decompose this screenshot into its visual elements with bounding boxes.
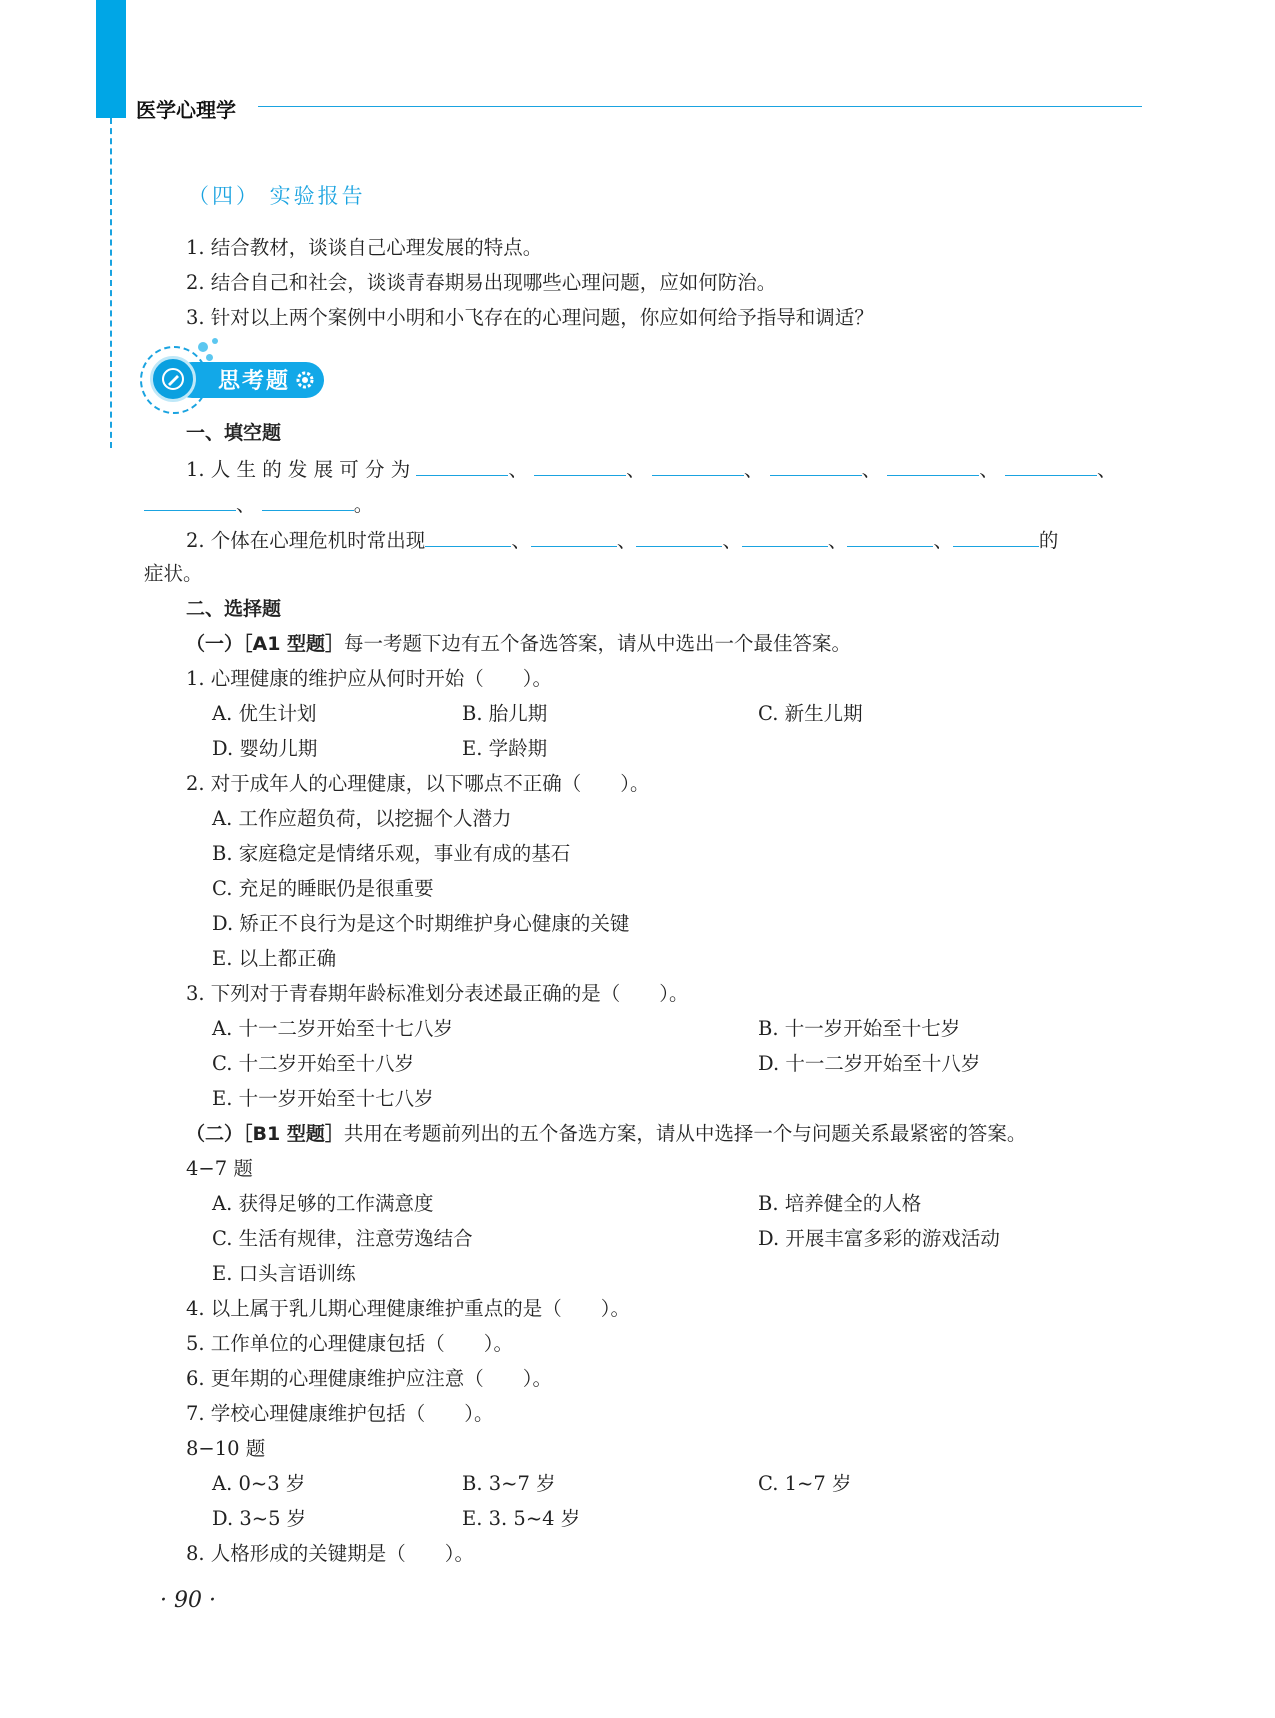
q1-option-e[interactable]: E. 学龄期: [462, 737, 548, 760]
separator: 、: [1097, 458, 1117, 481]
q1-option-a[interactable]: A. 优生计划: [212, 702, 317, 725]
g2-option-a[interactable]: A. 0~3 岁: [212, 1472, 306, 1495]
section-heading-experiment-report: （四） 实验报告: [188, 184, 366, 208]
fill-q2-suffix: 的: [1038, 529, 1059, 552]
question-5: 5. 工作单位的心理健康包括（ ）。: [186, 1332, 514, 1355]
q1-option-d[interactable]: D. 婴幼儿期: [212, 737, 318, 760]
choice-heading: 二、选择题: [186, 598, 282, 620]
answer-blank[interactable]: [742, 526, 828, 547]
answer-blank[interactable]: [425, 526, 511, 547]
thinking-questions-badge: [140, 338, 340, 418]
separator: 、: [722, 529, 742, 552]
fill-q1-text: 1. 人 生 的 发 展 可 分 为: [186, 458, 411, 481]
answer-blank[interactable]: [531, 526, 617, 547]
fill-question-1-cont: [144, 490, 373, 518]
g1-option-b[interactable]: B. 培养健全的人格: [758, 1192, 922, 1215]
question-7: 7. 学校心理健康维护包括（ ）。: [186, 1402, 494, 1425]
separator: 、: [236, 493, 256, 516]
q1-option-c[interactable]: C. 新生儿期: [758, 702, 863, 725]
book-title: 医学心理学: [136, 98, 236, 122]
question-8: 8. 人格形成的关键期是（ ）。: [186, 1542, 475, 1565]
answer-blank[interactable]: [770, 455, 862, 476]
g1-option-e[interactable]: E. 口头言语训练: [212, 1262, 356, 1285]
fill-q2-text: 2. 个体在心理危机时常出现: [186, 529, 426, 552]
group-range-8-10: 8−10 题: [186, 1437, 266, 1460]
answer-blank[interactable]: [262, 490, 354, 511]
b1-instructions: [186, 1121, 1026, 1147]
separator: 、: [508, 458, 528, 481]
answer-blank[interactable]: [636, 526, 722, 547]
separator: 、: [743, 458, 764, 481]
q3-option-e[interactable]: E. 十一岁开始至十七八岁: [212, 1087, 434, 1110]
question-2: 2. 对于成年人的心理健康，以下哪点不正确（ ）。: [186, 772, 650, 795]
q2-option-e[interactable]: E. 以上都正确: [212, 947, 337, 970]
b1-label: （二）［B1 型题］: [186, 1123, 344, 1145]
answer-blank[interactable]: [534, 455, 626, 476]
question-4: 4. 以上属于乳儿期心理健康维护重点的是（ ）。: [186, 1297, 631, 1320]
report-item-3: 3. 针对以上两个案例中小明和小飞存在的心理问题，你应如何给予指导和调适？: [186, 306, 874, 329]
answer-blank[interactable]: [416, 455, 508, 476]
fill-question-2: [186, 526, 1058, 554]
separator: 、: [511, 529, 531, 552]
q1-option-b[interactable]: B. 胎儿期: [462, 702, 548, 725]
group-range-4-7: 4−7 题: [186, 1157, 253, 1180]
question-3: 3. 下列对于青春期年龄标准划分表述最正确的是（ ）。: [186, 982, 689, 1005]
q2-option-c[interactable]: C. 充足的睡眠仍是很重要: [212, 877, 434, 900]
a1-label: （一）［A1 型题］: [186, 633, 345, 655]
report-item-1: 1. 结合教材，谈谈自己心理发展的特点。: [186, 236, 543, 259]
g2-option-e[interactable]: E. 3. 5~4 岁: [462, 1507, 581, 1530]
separator: 、: [861, 458, 882, 481]
badge-label: 思考题: [218, 369, 291, 394]
decor-dot: [198, 342, 208, 352]
decor-dot: [206, 354, 213, 361]
separator: 、: [827, 529, 848, 552]
fill-question-1: [186, 455, 1117, 483]
gear-icon: [294, 369, 316, 391]
g1-option-d[interactable]: D. 开展丰富多彩的游戏活动: [758, 1227, 1000, 1250]
answer-blank[interactable]: [953, 526, 1039, 547]
g1-option-a[interactable]: A. 获得足够的工作满意度: [212, 1192, 434, 1215]
separator: 、: [626, 458, 646, 481]
period: 。: [353, 493, 374, 516]
answer-blank[interactable]: [847, 526, 933, 547]
header-color-bar: [96, 0, 126, 118]
answer-blank[interactable]: [887, 455, 979, 476]
question-6: 6. 更年期的心理健康维护应注意（ ）。: [186, 1367, 553, 1390]
badge-circle: [150, 356, 196, 402]
separator: 、: [616, 529, 637, 552]
g1-option-c[interactable]: C. 生活有规律，注意劳逸结合: [212, 1227, 473, 1250]
answer-blank[interactable]: [652, 455, 744, 476]
fill-blank-heading: 一、填空题: [186, 422, 282, 444]
g2-option-c[interactable]: C. 1~7 岁: [758, 1472, 852, 1495]
fill-question-2-cont: 症状。: [144, 562, 203, 585]
answer-blank[interactable]: [1005, 455, 1097, 476]
report-item-2: 2. 结合自己和社会，谈谈青春期易出现哪些心理问题，应如何防治。: [186, 271, 777, 294]
q3-option-a[interactable]: A. 十一二岁开始至十七八岁: [212, 1017, 453, 1040]
pencil-icon: [153, 359, 193, 399]
question-1: 1. 心理健康的维护应从何时开始（ ）。: [186, 667, 553, 690]
margin-dashed-line: [110, 118, 112, 448]
q3-option-c[interactable]: C. 十二岁开始至十八岁: [212, 1052, 415, 1075]
b1-desc: 共用在考题前列出的五个备选方案，请从中选择一个与问题关系最紧密的答案。: [343, 1122, 1027, 1145]
q2-option-b[interactable]: B. 家庭稳定是情绪乐观，事业有成的基石: [212, 842, 571, 865]
separator: 、: [933, 529, 953, 552]
q2-option-d[interactable]: D. 矫正不良行为是这个时期维护身心健康的关键: [212, 912, 630, 935]
page-number: · 90 ·: [160, 1588, 216, 1613]
q3-option-b[interactable]: B. 十一岁开始至十七岁: [758, 1017, 961, 1040]
q3-option-d[interactable]: D. 十一二岁开始至十八岁: [758, 1052, 981, 1075]
header-rule: [258, 106, 1142, 107]
g2-option-d[interactable]: D. 3~5 岁: [212, 1507, 307, 1530]
a1-instructions: [186, 631, 851, 657]
answer-blank[interactable]: [144, 490, 236, 511]
g2-option-b[interactable]: B. 3~7 岁: [462, 1472, 556, 1495]
q2-option-a[interactable]: A. 工作应超负荷，以挖掘个人潜力: [212, 807, 512, 830]
separator: 、: [979, 458, 999, 481]
a1-desc: 每一考题下边有五个备选答案，请从中选出一个最佳答案。: [344, 632, 852, 655]
decor-dot: [212, 338, 218, 344]
